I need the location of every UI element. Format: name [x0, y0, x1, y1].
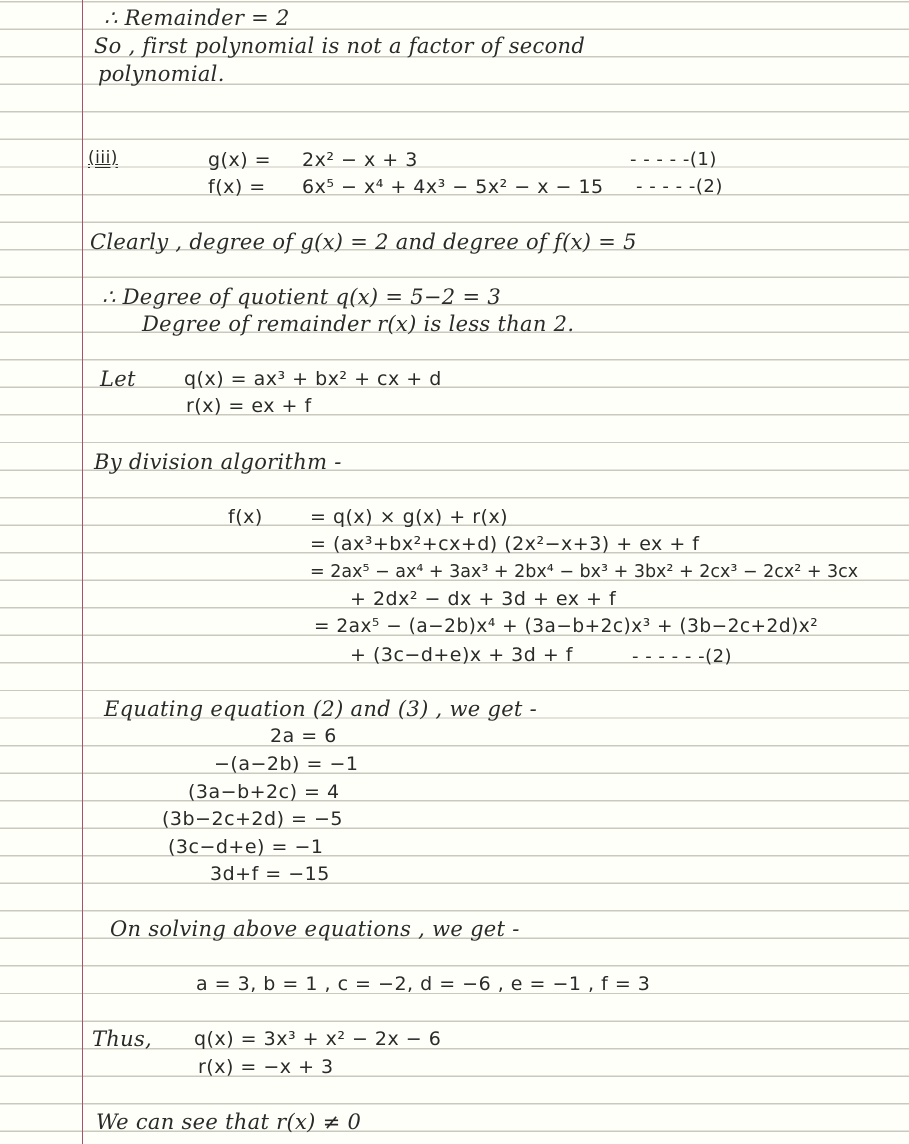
given-f-lhs: f(x) =	[208, 176, 266, 198]
quotient-degree: ∴ Degree of quotient q(x) = 5−2 = 3	[102, 285, 501, 309]
remainder-line: ∴ Remainder = 2	[104, 6, 290, 30]
degree-statement: Clearly , degree of g(x) = 2 and degree of f(x) = 5	[90, 230, 637, 254]
final-statement: We can see that r(x) ≠ 0	[96, 1110, 362, 1134]
equation-4: (3b−2c+2d) = −5	[162, 808, 344, 830]
given-g-lhs: g(x) =	[208, 149, 272, 171]
equation-tag-2: - - - - -(2)	[636, 176, 723, 197]
solution-values: a = 3, b = 1 , c = −2, d = −6 , e = −1 , f = 3	[196, 973, 651, 995]
equation-1: 2a = 6	[270, 725, 337, 747]
margin-line	[82, 0, 83, 1144]
result-q: q(x) = 3x³ + x² − 2x − 6	[194, 1028, 442, 1050]
given-f-rhs: 6x⁵ − x⁴ + 4x³ − 5x² − x − 15	[302, 176, 604, 198]
equation-3: (3a−b+2c) = 4	[188, 781, 340, 803]
solving-heading: On solving above equations , we get -	[110, 917, 520, 941]
thus-label: Thus,	[92, 1027, 153, 1051]
division-line-5: = 2ax⁵ − (a−2b)x⁴ + (3a−b+2c)x³ + (3b−2c+2d)x²	[314, 616, 819, 637]
equation-2: −(a−2b) = −1	[214, 753, 359, 775]
remainder-degree: Degree of remainder r(x) is less than 2.	[142, 312, 575, 336]
division-line-3: = 2ax⁵ − ax⁴ + 3ax³ + 2bx⁴ − bx³ + 3bx² + 2cx³ − 2cx² + 3cx	[310, 562, 859, 582]
division-line-4: + 2dx² − dx + 3d + ex + f	[350, 588, 617, 610]
division-lhs: f(x)	[228, 506, 263, 528]
conclusion-line-2: polynomial.	[98, 62, 225, 86]
equation-6: 3d+f = −15	[210, 863, 330, 885]
conclusion-line-1: So , first polynomial is not a factor of second	[94, 34, 586, 58]
division-heading: By division algorithm -	[94, 450, 342, 474]
division-line-1: = q(x) × g(x) + r(x)	[310, 506, 509, 528]
division-line-2: = (ax³+bx²+cx+d) (2x²−x+3) + ex + f	[310, 533, 700, 555]
equation-5: (3c−d+e) = −1	[168, 836, 324, 858]
given-g-rhs: 2x² − x + 3	[302, 149, 418, 171]
result-r: r(x) = −x + 3	[198, 1056, 334, 1078]
let-q: q(x) = ax³ + bx² + cx + d	[184, 368, 442, 390]
let-r: r(x) = ex + f	[186, 395, 312, 417]
part-label: (iii)	[88, 148, 118, 168]
let-label: Let	[100, 367, 136, 391]
equating-heading: Equating equation (2) and (3) , we get -	[104, 697, 538, 721]
equation-tag-3: - - - - - -(2)	[632, 646, 733, 667]
equation-tag-1: - - - - -(1)	[630, 149, 717, 170]
division-line-6: + (3c−d+e)x + 3d + f	[350, 644, 573, 666]
